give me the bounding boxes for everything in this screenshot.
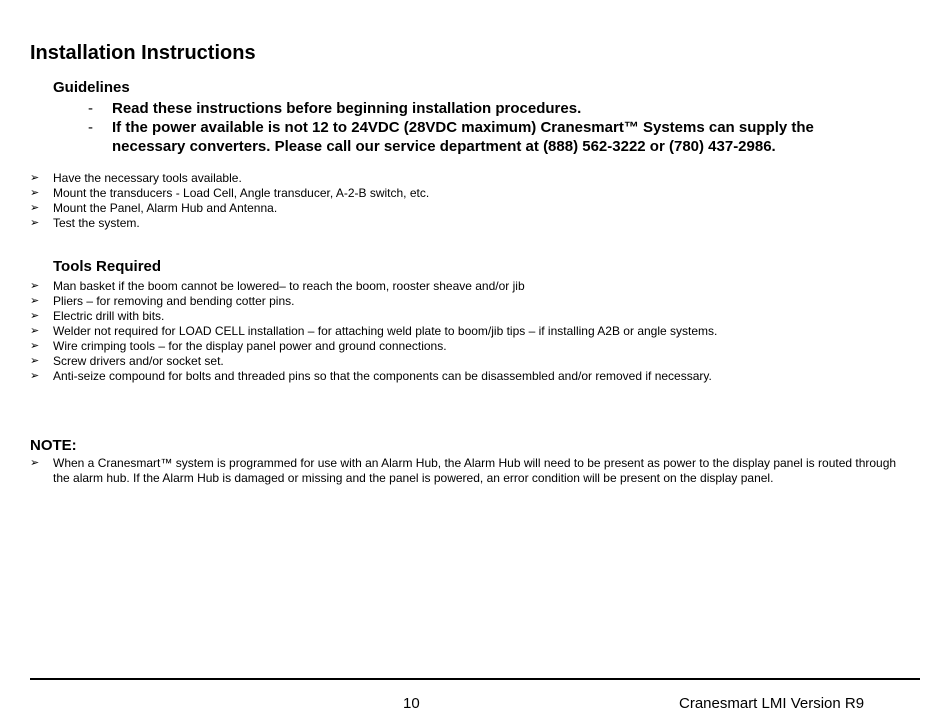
- list-item-text: Electric drill with bits.: [53, 309, 165, 323]
- note-heading: NOTE:: [30, 437, 77, 454]
- list-item: [30, 309, 910, 324]
- list-item-text: Man basket if the boom cannot be lowered– to reach the boom, rooster sheave and/or jib: [53, 279, 525, 293]
- arrow-bullet-icon: ➢: [30, 202, 40, 214]
- guidelines-list: [88, 99, 888, 156]
- dash-bullet: -: [88, 100, 93, 117]
- footer-document-title: Cranesmart LMI Version R9: [679, 695, 865, 712]
- arrow-bullet-icon: ➢: [30, 457, 40, 469]
- tools-heading: Tools Required: [53, 258, 162, 275]
- list-item-text: Test the system.: [53, 216, 140, 230]
- tools-list: [30, 279, 910, 384]
- steps-list: [30, 171, 910, 231]
- guideline-text: If the power available is not 12 to 24VDC (28VDC maximum) Cranesmart™ Systems can supply the necessary converters. Please call our service department at (888) 562-3222 or (780) 437-2986.: [112, 119, 814, 155]
- list-item-text: Anti-seize compound for bolts and threaded pins so that the components can be disassembled and/or removed if necessary.: [53, 369, 712, 383]
- list-item-text: Screw drivers and/or socket set.: [53, 354, 224, 368]
- arrow-bullet-icon: ➢: [30, 280, 40, 292]
- list-item: [30, 201, 910, 216]
- list-item-text: Welder not required for LOAD CELL installation – for attaching weld plate to boom/jib tips – if installing A2B or angle systems.: [53, 324, 718, 338]
- arrow-bullet-icon: ➢: [30, 310, 40, 322]
- arrow-bullet-icon: ➢: [30, 340, 40, 352]
- list-item-text: Mount the Panel, Alarm Hub and Antenna.: [53, 201, 278, 215]
- list-item: [30, 216, 910, 231]
- list-item-text: Have the necessary tools available.: [53, 171, 242, 185]
- guidelines-heading: Guidelines: [53, 79, 130, 96]
- list-item-text: Pliers – for removing and bending cotter pins.: [53, 294, 295, 308]
- guideline-item: [88, 99, 888, 118]
- arrow-bullet-icon: ➢: [30, 325, 40, 337]
- list-item: [30, 354, 910, 369]
- dash-bullet: -: [88, 119, 93, 136]
- note-list: [30, 456, 900, 486]
- note-text: When a Cranesmart™ system is programmed for use with an Alarm Hub, the Alarm Hub will need to be present as power to the display panel is routed through the alarm hub. If the Alarm Hub is damaged or missing and the panel is powered, an error condition will be present on the display panel.: [53, 456, 897, 485]
- arrow-bullet-icon: ➢: [30, 217, 40, 229]
- list-item: [30, 324, 910, 339]
- list-item: [30, 279, 910, 294]
- list-item-text: Mount the transducers - Load Cell, Angle transducer, A-2-B switch, etc.: [53, 186, 430, 200]
- page-number: 10: [403, 695, 420, 712]
- guideline-text: Read these instructions before beginning installation procedures.: [112, 100, 582, 117]
- arrow-bullet-icon: ➢: [30, 355, 40, 367]
- list-item: [30, 369, 910, 384]
- list-item: [30, 186, 910, 201]
- list-item: [30, 294, 910, 309]
- arrow-bullet-icon: ➢: [30, 295, 40, 307]
- list-item: [30, 171, 910, 186]
- footer-divider: [30, 678, 920, 680]
- arrow-bullet-icon: ➢: [30, 187, 40, 199]
- arrow-bullet-icon: ➢: [30, 370, 40, 382]
- page-title: Installation Instructions: [30, 42, 256, 64]
- list-item: [30, 339, 910, 354]
- arrow-bullet-icon: ➢: [30, 172, 40, 184]
- list-item: [30, 456, 900, 486]
- list-item-text: Wire crimping tools – for the display panel power and ground connections.: [53, 339, 447, 353]
- guideline-item: [88, 118, 888, 156]
